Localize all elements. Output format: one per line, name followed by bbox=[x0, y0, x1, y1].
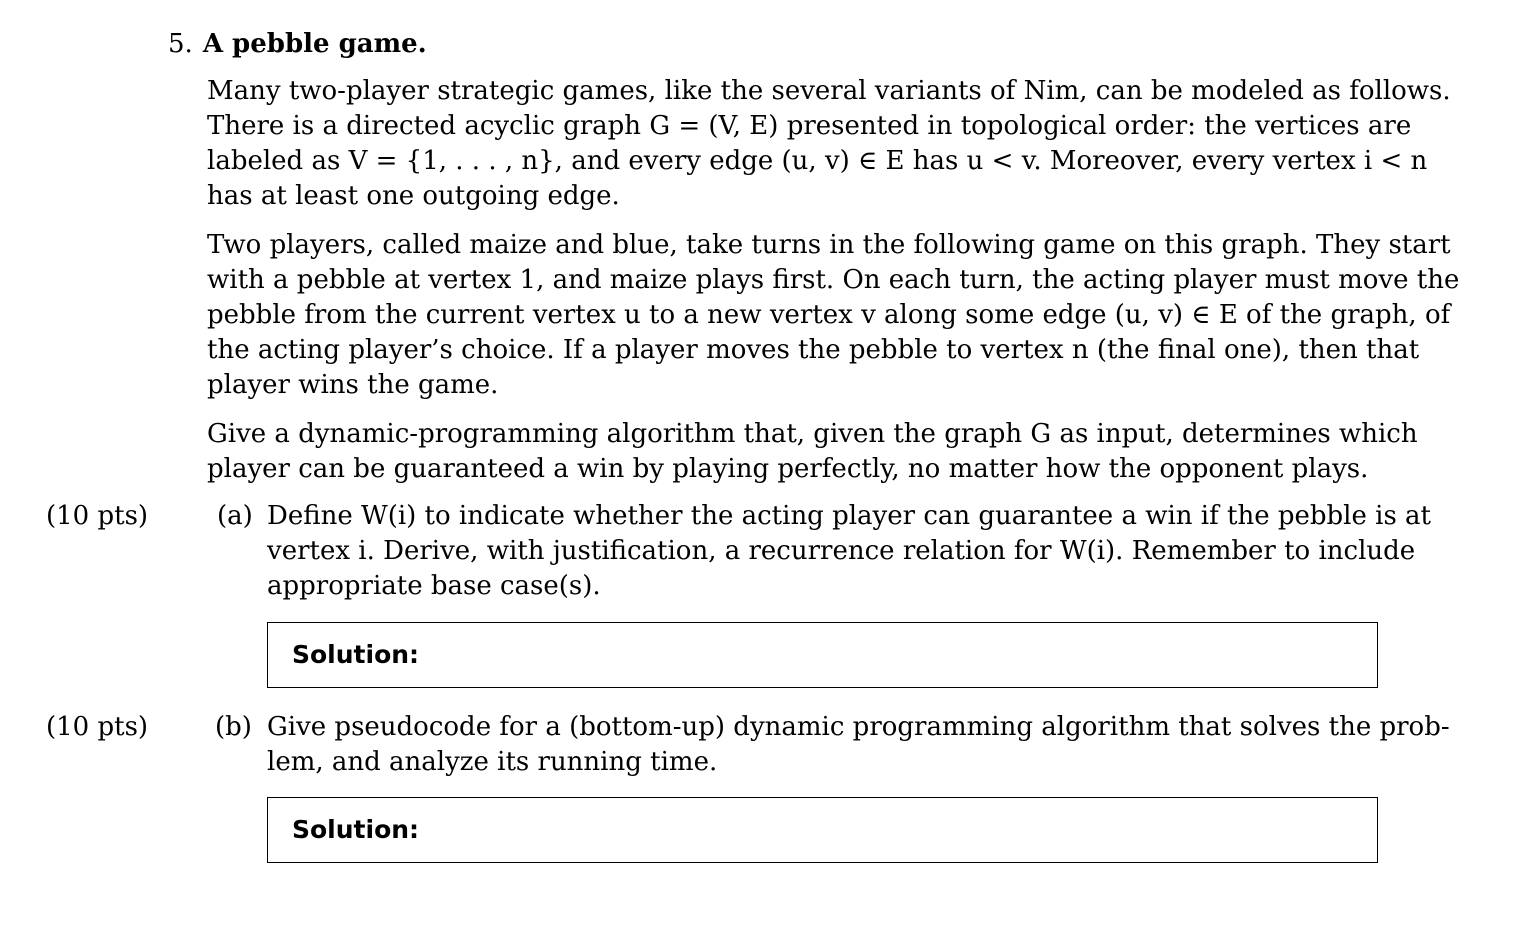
paragraph-line: pebble from the current vertex u to a new vertex v along some edge (u, v) ∈ E of the graph, of bbox=[207, 300, 1451, 330]
part-b-solution-box[interactable] bbox=[267, 797, 1378, 863]
part-line: vertex i. Derive, with justification, a recurrence relation for W(i). Remember to include bbox=[267, 536, 1416, 566]
part-b-text bbox=[267, 710, 1450, 780]
paragraph-line: Many two-player strategic games, like the several variants of Nim, can be modeled as follows. bbox=[207, 76, 1451, 106]
part-a-solution-box[interactable] bbox=[267, 622, 1378, 688]
intro-paragraph bbox=[207, 74, 1451, 214]
rules-paragraph bbox=[207, 228, 1460, 403]
paragraph-line: Give a dynamic-programming algorithm that, given the graph G as input, determines which bbox=[207, 419, 1418, 449]
paragraph-line: player wins the game. bbox=[207, 370, 499, 400]
problem-number: 5. bbox=[168, 29, 193, 59]
paragraph-line: There is a directed acyclic graph G = (V, E) presented in topological order: the vertices are bbox=[207, 111, 1412, 141]
problem-heading bbox=[168, 28, 427, 60]
solution-label: Solution: bbox=[292, 815, 420, 844]
part-a-text bbox=[267, 499, 1431, 604]
part-b-points: (10 pts) bbox=[46, 712, 149, 742]
part-line: appropriate base case(s). bbox=[267, 571, 601, 601]
paragraph-line: the acting player’s choice. If a player moves the pebble to vertex n (the final one), then that bbox=[207, 335, 1420, 365]
part-a-points: (10 pts) bbox=[46, 501, 149, 531]
paragraph-line: labeled as V = {1, . . . , n}, and every edge (u, v) ∈ E has u < v. Moreover, every vertex i < n bbox=[207, 146, 1428, 176]
part-line: lem, and analyze its running time. bbox=[267, 747, 718, 777]
task-paragraph bbox=[207, 417, 1418, 487]
paragraph-line: Two players, called maize and blue, take turns in the following game on this graph. They start bbox=[207, 230, 1451, 260]
part-b-label: (b) bbox=[215, 712, 252, 742]
paragraph-line: player can be guaranteed a win by playing perfectly, no matter how the opponent plays. bbox=[207, 454, 1369, 484]
part-a-label: (a) bbox=[217, 501, 253, 531]
part-line: Give pseudocode for a (bottom-up) dynamic programming algorithm that solves the prob- bbox=[267, 712, 1450, 742]
solution-label: Solution: bbox=[292, 640, 420, 669]
paragraph-line: with a pebble at vertex 1, and maize plays first. On each turn, the acting player must move the bbox=[207, 265, 1460, 295]
part-line: Define W(i) to indicate whether the acting player can guarantee a win if the pebble is at bbox=[267, 501, 1431, 531]
problem-title: A pebble game. bbox=[202, 29, 427, 59]
paragraph-line: has at least one outgoing edge. bbox=[207, 181, 620, 211]
